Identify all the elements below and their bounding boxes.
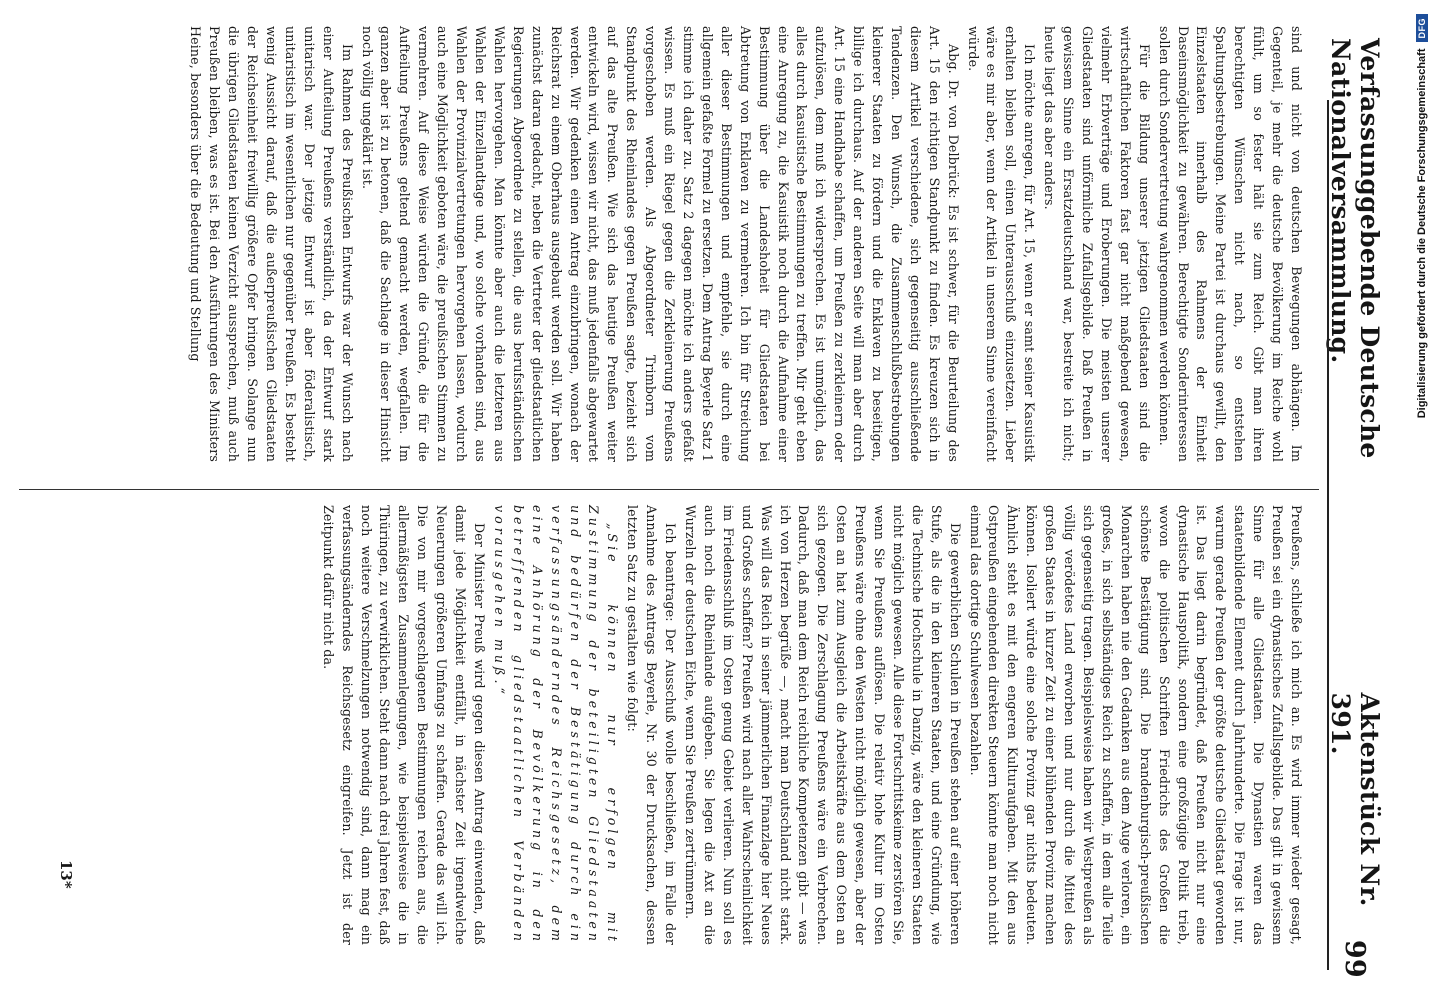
paragraph: Ich beantrage: Der Ausschuß wolle beschließen, im Falle der Annahme des Antrags Beyerle, Nr. 30 der Drucksachen, dessen letzten Satz zu gestalten wie folgt:	[625, 505, 679, 945]
quoted-motion: „Sie können nur erfolgen mit Zustimmung der beteiligten Gliedstaaten und bedürfen der Bestätigung durch ein verfassungsänderndes Reichsgesetz, dem eine Anhörung der Bevölkerung in den betreffenden gliedstaatlichen Verbänden vorausgehen muß.“	[491, 505, 621, 945]
paragraph: Der Minister Preuß wird gegen diesen Antrag einwenden, daß damit jede Möglichkeit entfällt, in nächster Zeit irgendwelche Neuerungen größeren Umfangs zu schaffen. Gerade das will ich. Die von mir vorgeschlagenen Bestimmungen reichen aus, die allermäßigsten Zusammenlegungen, wie beispielsweise die in Thüringen, zu verwirklichen. Steht dann nach drei Jahren fest, daß noch weitere Verschmelzungen notwendig sind, dann mag ein verfassungsänderndes Reichsgesetz eingreifen. Jetzt ist der Zeitpunkt dafür nicht da.	[320, 505, 488, 945]
right-column	[165, 505, 1305, 945]
digitization-note: Digitalisierung gefördert durch die Deutsche Forschungsgemeinschaft	[1416, 48, 1428, 419]
paragraph: Ich möchte anregen, für Art. 15, wenn er samt seiner Kasuistik erhalten bleiben soll, einen Unterausschuß einzusetzen. Lieber wäre es mir aber, wenn der Artikel in unserem Sinne vereinfacht würde.	[965, 26, 1038, 462]
page-number: 99	[1339, 939, 1371, 978]
header-rule	[1327, 100, 1329, 970]
paragraph: Preußens, schließe ich mich an. Es wird immer wieder gesagt, Preußen sei ein dynastisches Zufallsgebilde. Das gilt in gewissem Sinne für alle Gliedstaaten. Die Dynastien waren das staatenbildende Element durch Jahrhunderte. Die Frage ist nur, warum gerade Preußen der größte deutsche Gliedstaat geworden ist. Das liegt darin begründet, daß Preußen nicht nur eine dynastische Hauspolitik, sondern eine großzügige Politik trieb, wovon die politischen Schriften Friedrichs des Großen die schönste Bestätigung sind. Die brandenburgisch-preußischen Monarchen haben nie den Gedanken aus dem Auge verloren, ein großes, in sich selbständiges Reich zu schaffen, in dem alle Teile sich gegenseitig tragen. Beispielsweise haben wir Westpreußen als völlig verödetes Land erworben und nur durch die Mittel des großen Staates in kurzer Zeit zu einer blühenden Provinz machen können. Isoliert würde eine solche Provinz gar nichts bedeuten. Ähnlich steht es mit den engeren Kulturaufgaben. Mit den aus Ostpreußen eingehenden direkten Steuern könnte man noch nicht einmal das dortige Schulwesen bezahlen.	[967, 505, 1304, 945]
paragraph: Abg. Dr. von Delbrück: Es ist schwer, für die Beurteilung des Art. 15 den richtigen Standpunkt zu finden. Es kreuzen sich in diesem Artikel verschiedene, sich gegenseitig ausschließende Tendenzen. Den Wunsch, die Zusammenschlußbestrebungen kleinerer Staaten zu fördern und die Enklaven zu beseitigen, billige ich durchaus. Auf der anderen Seite will man aber durch Art. 15 eine Handhabe schaffen, um Preußen zu zerkleinern oder aufzulösen, dem muß ich widersprechen. Es ist unmöglich, das alles durch kasuistische Bestimmungen zu treffen. Mir geht eben eine Anregung zu, die Kasuistik noch durch die Aufnahme einer Bestimmung über die Landeshoheit für Gliedstaaten bei Abtretung von Enklaven zu vermehren. Ich bin für Streichung aller dieser Bestimmungen und empfehle, sie durch eine allgemein gefaßte Formel zu ersetzen. Dem Antrag Beyerle Satz 1 stimme ich daher zu. Satz 2 dagegen möchte ich anders gefaßt wissen. Es muß ein Riegel gegen die Zerkleinerung Preußens vorgeschoben werden. Als Abgeordneter Trimborn vom Standpunkt des Rheinlandes gegen Preußen sagte, bezieht sich auf das alte Preußen. Wie sich das heutige Preußen weiter entwickeln wird, wissen wir nicht, das muß jedenfalls abgewartet werden. Wir gedenken einen Antrag einzubringen, wonach der Reichsrat zu einem Oberhaus ausgebaut werden soll. Wir haben zunächst daran gedacht, neben die Vertreter der gliedstaatlichen Regierungen Abgeordnete zu stellen, die aus berufsständischen Wahlen hervorgehen. Man könnte aber auch die letzteren aus Wahlen der Einzellandtage und, wo solche vorhanden sind, aus Wahlen der Provinzialvertretungen hervorgehen lassen, wodurch auch eine Möglichkeit geboten wäre, die preußischen Stimmen zu vermehren. Auf diese Weise würden die Gründe, die für die Aufteilung Preußens geltend gemacht werden, wegfallen. Im ganzen aber ist zu betonen, daß die Sachlage in dieser Hinsicht noch völlig ungeklärt ist.	[359, 26, 961, 462]
rotated-page-content	[5, 0, 1395, 1000]
paragraph: sind und nicht von deutschen Bewegungen abhängen. Im Gegenteil, je mehr die deutsche Bevölkerung im Reiche wohl fühlt, um so fester hält sie zum Reich. Gibt man ihren berechtigten Wünschen nicht nach, so entstehen Spaltungsbestrebungen. Meine Partei ist durchaus gewillt, den Einzelstaaten innerhalb des Rahmens der Einheit Daseinsmöglichkeit zu gewähren. Berechtigte Sonderinteressen sollen durch Sondervertretung wahrgenommen werden können.	[1156, 26, 1304, 462]
header-doc-number: Aktenstück Nr. 391.	[1326, 692, 1384, 907]
digitization-strip	[1409, 0, 1434, 1000]
dfg-logo: DFG	[1416, 14, 1428, 43]
column-divider	[19, 489, 1319, 490]
paragraph: Die gewerblichen Schulen in Preußen stehen auf einer höheren Stufe, als die in den kleineren Staaten, und eine Gründung, wie die Technische Hochschule in Danzig, wäre den kleineren Staaten nicht möglich gewesen. Alle diese Fortschrittskeime zerstören Sie, wenn Sie Preußens auflösen. Die relativ hohe Kultur im Osten Preußens wäre ohne den Westen nicht möglich gewesen, aber der Osten an hat zum Ausgleich die Arbeitskräfte aus dem Osten an sich gezogen. Die Zerschlagung Preußens wäre ein Verbrechen. Dadurch, daß man dem Reich reichliche Kompetenzen gibt — was ich von Herzen begrüße —, macht man Deutschland nicht stark. Was will das Reich in seiner jämmerlichen Finanzlage hier Neues und Großes schaffen? Preußen wird nach aller Wahrscheinlichkeit im Friedensschluß im Osten genug Gebiet verlieren. Nun soll es auch noch die Rheinlande aufgeben. Sie legen die Axt an die Wurzeln der deutschen Eiche, wenn Sie Preußen zertrümmern.	[683, 505, 963, 945]
header-title: Verfassunggebende Deutsche Nationalversammlung.	[1326, 38, 1384, 459]
signature-mark: 13*	[57, 860, 75, 889]
paragraph: Im Rahmen des Preußischen Entwurfs war der Wunsch nach einer Aufteilung Preußens verständlich, da der Entwurf stark unitarisch war. Der jetzige Entwurf ist aber föderalistisch, unitaristisch im wesentlichen nur gegenüber Preußen. Es besteht wenig Aussicht darauf, daß die außerpreußischen Gliedstaaten der Reichseinheit freiwillig größere Opfer bringen. Solange nun die übrigen Gliedstaaten keinen Verzicht aussprechen, muß auch Preußen bleiben, was es ist. Bei den Ausführungen des Ministers Heine, besonders über die Bedeutung und Stellung	[188, 26, 355, 462]
paragraph: Für die Bildung unserer jetzigen Gliedstaaten sind die wirtschaftlichen Faktoren fast gar nicht maßgebend gewesen, vielmehr Erbverträge und Eroberungen. Die meisten unserer Gliedstaaten sind unförmliche Zufallsgebilde. Daß Preußen in gewissem Sinne ein Ersatzdeutschland war, bestreite ich nicht; heute liegt das aber anders.	[1042, 26, 1152, 462]
page-header	[1326, 38, 1384, 978]
left-column	[20, 26, 1305, 462]
